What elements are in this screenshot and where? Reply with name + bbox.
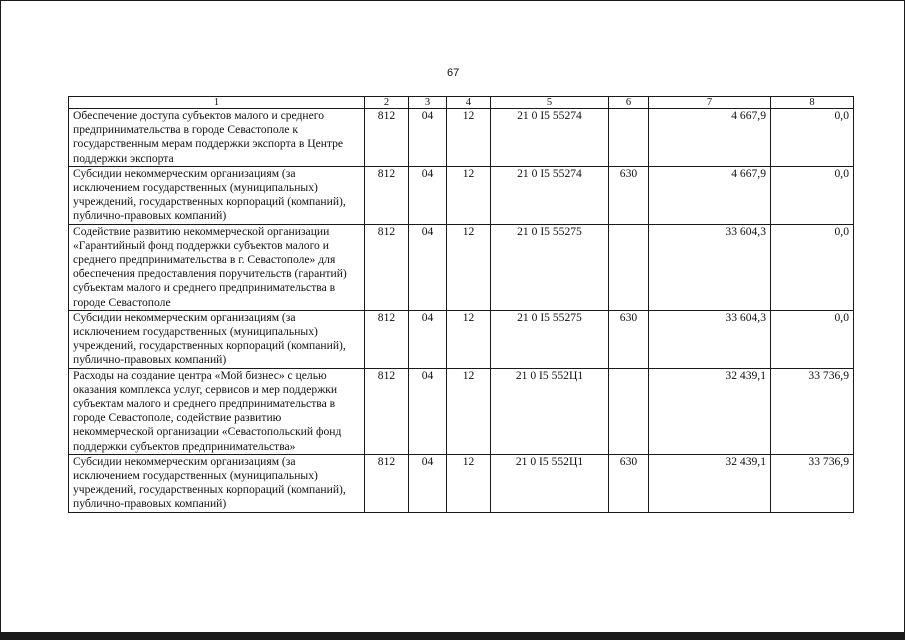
ministry-code-cell: 812 — [365, 109, 409, 167]
section-code-cell: 04 — [409, 368, 447, 454]
table-row — [69, 368, 854, 454]
page-number: 67 — [447, 67, 460, 79]
target-article-cell: 21 0 I5 552Ц1 — [491, 368, 609, 454]
table-row — [69, 166, 854, 224]
subsection-code-cell: 12 — [447, 224, 491, 310]
expense-name-cell: Расходы на создание центра «Мой бизнес» с целью оказания комплекса услуг, сервисов и мер поддержки субъектам малого и среднего предпринимательства в городе Севастополе, содействие развитию некоммерческой организации «Севастопольский фонд поддержки субъектов предпринимательства» — [69, 368, 365, 454]
ministry-code-cell: 812 — [365, 166, 409, 224]
expense-type-cell — [609, 368, 649, 454]
header-cell: 2 — [365, 97, 409, 109]
amount-year1-cell: 4 667,9 — [649, 109, 771, 167]
table-row — [69, 454, 854, 512]
header-cell: 6 — [609, 97, 649, 109]
amount-year2-cell: 0,0 — [771, 224, 854, 310]
amount-year1-cell: 32 439,1 — [649, 368, 771, 454]
amount-year1-cell: 33 604,3 — [649, 224, 771, 310]
expense-name-cell: Субсидии некоммерческим организациям (за исключением государственных (муниципальных) учреждений, государственных корпораций (компаний), публично-правовых компаний) — [69, 166, 365, 224]
header-cell: 7 — [649, 97, 771, 109]
subsection-code-cell: 12 — [447, 109, 491, 167]
expense-name-cell: Обеспечение доступа субъектов малого и среднего предпринимательства в городе Севастополе к государственным мерам поддержки экспорта в Центре поддержки экспорта — [69, 109, 365, 167]
amount-year1-cell: 32 439,1 — [649, 454, 771, 512]
expense-type-cell: 630 — [609, 454, 649, 512]
header-cell: 4 — [447, 97, 491, 109]
expense-type-cell — [609, 224, 649, 310]
amount-year2-cell: 0,0 — [771, 310, 854, 368]
target-article-cell: 21 0 I5 552Ц1 — [491, 454, 609, 512]
amount-year2-cell: 33 736,9 — [771, 454, 854, 512]
header-row — [69, 97, 854, 109]
header-cell: 1 — [69, 97, 365, 109]
section-code-cell: 04 — [409, 310, 447, 368]
expense-name-cell: Содействие развитию некоммерческой организации «Гарантийный фонд поддержки субъектов малого и среднего предпринимательства в г. Севастополе» для обеспечения предоставления поручительств (гарантий) субъектам малого и среднего предпринимательства в городе Севастополе — [69, 224, 365, 310]
ministry-code-cell: 812 — [365, 224, 409, 310]
section-code-cell: 04 — [409, 224, 447, 310]
budget-table — [68, 96, 854, 513]
expense-type-cell: 630 — [609, 310, 649, 368]
subsection-code-cell: 12 — [447, 310, 491, 368]
table-row — [69, 224, 854, 310]
header-cell: 3 — [409, 97, 447, 109]
amount-year1-cell: 33 604,3 — [649, 310, 771, 368]
ministry-code-cell: 812 — [365, 454, 409, 512]
target-article-cell: 21 0 I5 55275 — [491, 224, 609, 310]
expense-type-cell: 630 — [609, 166, 649, 224]
scan-bottom-edge — [0, 632, 905, 640]
target-article-cell: 21 0 I5 55274 — [491, 109, 609, 167]
amount-year2-cell: 33 736,9 — [771, 368, 854, 454]
table-row — [69, 109, 854, 167]
subsection-code-cell: 12 — [447, 166, 491, 224]
header-cell: 5 — [491, 97, 609, 109]
amount-year1-cell: 4 667,9 — [649, 166, 771, 224]
amount-year2-cell: 0,0 — [771, 166, 854, 224]
table-row — [69, 310, 854, 368]
expense-name-cell: Субсидии некоммерческим организациям (за исключением государственных (муниципальных) учреждений, государственных корпораций (компаний), публично-правовых компаний) — [69, 310, 365, 368]
section-code-cell: 04 — [409, 166, 447, 224]
target-article-cell: 21 0 I5 55274 — [491, 166, 609, 224]
section-code-cell: 04 — [409, 109, 447, 167]
target-article-cell: 21 0 I5 55275 — [491, 310, 609, 368]
amount-year2-cell: 0,0 — [771, 109, 854, 167]
header-cell: 8 — [771, 97, 854, 109]
section-code-cell: 04 — [409, 454, 447, 512]
expense-name-cell: Субсидии некоммерческим организациям (за исключением государственных (муниципальных) учреждений, государственных корпораций (компаний), публично-правовых компаний) — [69, 454, 365, 512]
expense-type-cell — [609, 109, 649, 167]
subsection-code-cell: 12 — [447, 454, 491, 512]
ministry-code-cell: 812 — [365, 368, 409, 454]
ministry-code-cell: 812 — [365, 310, 409, 368]
subsection-code-cell: 12 — [447, 368, 491, 454]
